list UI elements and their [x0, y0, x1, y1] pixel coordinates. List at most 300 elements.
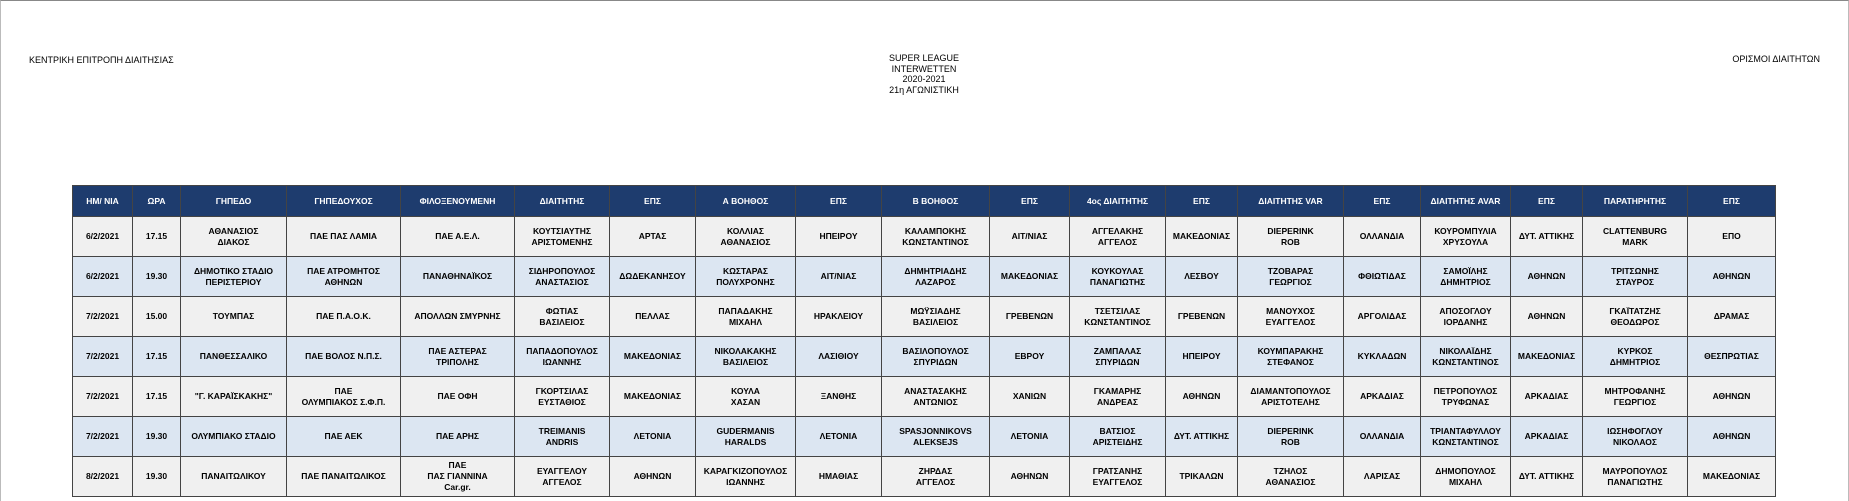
table-cell	[133, 257, 181, 297]
cell-text: 17.15	[145, 391, 168, 401]
cell-text: ΠΑΕ Α.Ε.Λ.	[435, 231, 480, 241]
table-cell	[1238, 297, 1344, 337]
table-cell	[796, 457, 882, 497]
cell-text: ΚΟΥΤΣΙΑΥΤΗΣ	[533, 225, 591, 236]
cell-text: ΠΑΕ ΑΡΗΣ	[435, 431, 480, 441]
table-row	[73, 257, 1776, 297]
cell-text: ΙΩΑΝΝΗΣ	[542, 356, 582, 367]
table-cell	[1238, 377, 1344, 417]
table-cell	[882, 377, 990, 417]
table-cell	[1344, 217, 1421, 257]
cell-text: ΜΑΚΕΔΟΝΙΑΣ	[623, 391, 682, 401]
cell-text: ΑΡΚΑΔΙΑΣ	[1524, 391, 1569, 401]
cell-text: CLATTENBURG	[1602, 225, 1668, 236]
cell-text: ΑΝΑΣΤΑΣΑΚΗΣ	[904, 385, 967, 396]
cell-text: ΒΑΤΣΙΟΣ	[1099, 425, 1136, 436]
cell-text: 7/2/2021	[85, 391, 120, 401]
table-cell	[1511, 217, 1583, 257]
cell-text: ΓΕΩΡΓΙΟΣ	[1613, 396, 1657, 407]
league-name: SUPER LEAGUE	[888, 53, 960, 63]
table-cell	[1688, 257, 1776, 297]
table-cell	[990, 417, 1070, 457]
column-header: ΕΠΣ	[1688, 186, 1776, 217]
cell-text: ΜΑΚΕΔΟΝΙΑΣ	[1517, 351, 1576, 361]
cell-text: ΜΑΝΟΥΧΟΣ	[1266, 305, 1315, 316]
cell-text: 19.30	[145, 471, 168, 481]
cell-text: ΔΙΑΜΑΝΤΟΠΟΥΛΟΣ	[1250, 385, 1331, 396]
cell-text: ΠΑΠΑΔΑΚΗΣ	[718, 305, 773, 316]
table-cell	[1070, 297, 1166, 337]
cell-text: ΚΩΝΣΤΑΝΤΙΝΟΣ	[1432, 436, 1499, 447]
table-cell	[287, 377, 401, 417]
table-cell	[515, 297, 610, 337]
table-row	[73, 217, 1776, 257]
cell-text: ΔΗΜΗΤΡΙΑΔΗΣ	[904, 265, 967, 276]
cell-text: ΕΥΣΤΑΘΙΟΣ	[538, 396, 586, 407]
cell-text: ΠΑΝΑΙΤΩΛΙΚΟΥ	[201, 471, 266, 481]
table-cell	[696, 257, 796, 297]
table-cell	[1070, 457, 1166, 497]
cell-text: ΠΑΕ	[448, 460, 467, 470]
cell-text: ΚΩΝΣΤΑΝΤΙΝΟΣ	[1432, 356, 1499, 367]
table-cell	[1421, 457, 1511, 497]
table-cell	[990, 257, 1070, 297]
cell-text: ΕΥΑΓΓΕΛΟΣ	[1092, 476, 1143, 487]
cell-text: ΚΟΥΛΑ	[731, 385, 760, 396]
cell-text: ΑΘΗΝΩΝ	[1527, 311, 1566, 321]
cell-text: ΔΥΤ. ΑΤΤΙΚΗΣ	[1518, 471, 1575, 481]
cell-text: ΙΟΡΔΑΝΗΣ	[1443, 316, 1488, 327]
table-cell	[133, 377, 181, 417]
cell-text: ΔΗΜΟΤΙΚΟ ΣΤΑΔΙΟ	[193, 265, 274, 276]
cell-text: ΚΟΛΛΙΑΣ	[726, 225, 765, 236]
table-cell	[133, 457, 181, 497]
cell-text: ΑΡΙΣΤΟΤΕΛΗΣ	[1261, 396, 1320, 407]
cell-text: ΠΑΝΑΓΙΩΤΗΣ	[1089, 276, 1146, 287]
table-cell	[287, 257, 401, 297]
column-header: ΠΑΡΑΤΗΡΗΤΗΣ	[1583, 186, 1688, 217]
table-cell	[696, 337, 796, 377]
cell-text: ΔΗΜΗΤΡΙΟΣ	[1609, 356, 1661, 367]
table-row	[73, 417, 1776, 457]
cell-text: ΔΥΤ. ΑΤΤΙΚΗΣ	[1173, 431, 1230, 441]
table-cell	[133, 417, 181, 457]
cell-text: ΛΑΣΙΘΙΟΥ	[818, 351, 859, 361]
cell-text: ΚΩΝΣΤΑΝΤΙΝΟΣ	[1084, 316, 1151, 327]
table-cell	[1421, 417, 1511, 457]
cell-text: ΑΡΙΣΤΕΙΔΗΣ	[1092, 436, 1143, 447]
cell-text: ΠΕΤΡΟΠΟΥΛΟΣ	[1433, 385, 1498, 396]
cell-text: ΜΗΤΡΟΦΑΝΗΣ	[1604, 385, 1666, 396]
cell-text: 6/2/2021	[85, 231, 120, 241]
season: 2020-2021	[902, 74, 946, 84]
cell-text: ΑΙΤ/ΝΙΑΣ	[820, 271, 857, 281]
cell-text: ΔΩΔΕΚΑΝΗΣΟΥ	[619, 271, 686, 281]
cell-text: ΧΑΝΙΩΝ	[1012, 391, 1047, 401]
cell-text: ΜΩΫΣΙΑΔΗΣ	[910, 305, 961, 316]
cell-text: ΗΠΕΙΡΟΥ	[1182, 351, 1221, 361]
table-cell	[882, 297, 990, 337]
table-cell	[515, 417, 610, 457]
cell-text: ΠΑΝΘΕΣΣΑΛΙΚΟ	[199, 351, 268, 361]
cell-text: ΜΑΥΡΟΠΟΥΛΟΣ	[1602, 465, 1668, 476]
column-header: Β ΒΟΗΘΟΣ	[882, 186, 990, 217]
table-cell	[990, 297, 1070, 337]
cell-text: ΚΥΡΚΟΣ	[1617, 345, 1653, 356]
cell-text: ΙΩΑΝΝΗΣ	[726, 476, 765, 487]
cell-text: ΞΑΝΘΗΣ	[820, 391, 857, 401]
table-cell	[401, 257, 515, 297]
table-cell	[882, 417, 990, 457]
table-cell	[287, 457, 401, 497]
cell-text: ΚΥΚΛΑΔΩΝ	[1357, 351, 1407, 361]
cell-text: DIEPERINK	[1267, 425, 1314, 436]
table-row	[73, 297, 1776, 337]
cell-text: ΓΚΑΪΤΑΤΖΗΣ	[1609, 305, 1661, 316]
cell-text: ΤΖΗΛΟΣ	[1273, 465, 1308, 476]
league-title-block	[824, 53, 1024, 95]
cell-text: ΜΑΚΕΔΟΝΙΑΣ	[1000, 271, 1059, 281]
cell-text: ΠΕΡΙΣΤΕΡΙΟΥ	[205, 276, 262, 287]
table-cell	[1511, 457, 1583, 497]
cell-text: "Γ. ΚΑΡΑΪΣΚΑΚΗΣ"	[194, 391, 273, 401]
cell-text: DIEPERINK	[1267, 225, 1314, 236]
cell-text: ΑΘΗΝΩΝ	[1527, 271, 1566, 281]
table-cell	[796, 257, 882, 297]
cell-text: MARK	[1622, 236, 1648, 247]
cell-text: ΧΡΥΣΟΥΛΑ	[1442, 236, 1489, 247]
cell-text: ΑΘΗΝΩΝ	[1712, 431, 1751, 441]
table-cell	[287, 297, 401, 337]
cell-text: ΚΟΥΚΟΥΛΑΣ	[1091, 265, 1144, 276]
cell-text: ANDRIS	[545, 436, 579, 447]
cell-text: ΛΕΤΟΝΙΑ	[1010, 431, 1049, 441]
cell-text: ΛΕΤΟΝΙΑ	[819, 431, 858, 441]
column-header: ΕΠΣ	[796, 186, 882, 217]
cell-text: HARALDS	[724, 436, 767, 447]
table-cell	[1166, 257, 1238, 297]
cell-text: ROB	[1281, 236, 1300, 247]
cell-text: ROB	[1281, 436, 1300, 447]
cell-text: ΓΡΕΒΕΝΩΝ	[1005, 311, 1054, 321]
cell-text: ΕΥΑΓΓΕΛΟΥ	[536, 465, 588, 476]
cell-text: ALEKSEJS	[913, 436, 958, 447]
table-cell	[401, 417, 515, 457]
table-cell	[796, 217, 882, 257]
table-cell	[1583, 417, 1688, 457]
cell-text: ΜΙΧΑΗΛ	[1448, 476, 1483, 487]
cell-text: SPASJONNIKOVS	[899, 425, 972, 436]
cell-text: ΜΙΧΑΗΛ	[728, 316, 763, 327]
cell-text: ΣΙΔΗΡΟΠΟΥΛΟΣ	[528, 265, 596, 276]
table-cell	[796, 377, 882, 417]
table-cell	[133, 217, 181, 257]
cell-text: ΑΘΗΝΩΝ	[324, 276, 363, 287]
cell-text: ΒΑΣΙΛΕΙΟΣ	[912, 316, 959, 327]
table-cell	[1421, 257, 1511, 297]
table-cell	[73, 297, 133, 337]
cell-text: ΧΑΣΑΝ	[730, 396, 761, 407]
cell-text: ΚΩΣΤΑΡΑΣ	[722, 265, 769, 276]
table-cell	[401, 457, 515, 497]
table-cell	[287, 217, 401, 257]
table-cell	[1070, 417, 1166, 457]
table-cell	[1688, 377, 1776, 417]
table-cell	[1166, 337, 1238, 377]
table-cell	[696, 457, 796, 497]
table-cell	[401, 217, 515, 257]
table-cell	[1421, 337, 1511, 377]
table-cell	[1583, 217, 1688, 257]
cell-text: ΓΡΕΒΕΝΩΝ	[1177, 311, 1226, 321]
cell-text: ΙΩΣΗΦΟΓΛΟΥ	[1607, 425, 1663, 436]
table-cell	[1070, 217, 1166, 257]
cell-text: ΚΟΥΡΟΜΠΥΛΙΑ	[1434, 225, 1497, 236]
sponsor-name: INTERWETTEN	[891, 63, 957, 74]
table-cell	[73, 217, 133, 257]
table-cell	[515, 377, 610, 417]
table-cell	[515, 217, 610, 257]
cell-text: ΚΑΛΑΜΠΟΚΗΣ	[904, 225, 967, 236]
table-row	[73, 337, 1776, 377]
column-header: ΓΗΠΕΔΟ	[181, 186, 287, 217]
table-cell	[1688, 217, 1776, 257]
document-title: ΟΡΙΣΜΟΙ ΔΙΑΙΤΗΤΩΝ	[1732, 54, 1820, 64]
table-cell	[181, 417, 287, 457]
column-header: ΗΜ/ ΝΙΑ	[73, 186, 133, 217]
cell-text: ΤΡΥΦΩΝΑΣ	[1441, 396, 1490, 407]
cell-text: ΠΑΕ ΟΦΗ	[437, 391, 478, 401]
cell-text: ΛΕΤΟΝΙΑ	[633, 431, 672, 441]
cell-text: ΟΛΥΜΠΙΑΚΟΣ Σ.Φ.Π.	[301, 396, 386, 407]
table-cell	[1070, 257, 1166, 297]
cell-text: ΓΚΑΜΑΡΗΣ	[1093, 385, 1142, 396]
cell-text: 19.30	[145, 271, 168, 281]
cell-text: ΤΡΙΤΣΩΝΗΣ	[1611, 265, 1659, 276]
cell-text: ΑΡΚΑΔΙΑΣ	[1360, 391, 1404, 401]
cell-text: ΦΩΤΙΑΣ	[545, 305, 579, 316]
table-cell	[401, 377, 515, 417]
cell-text: ΘΕΣΠΡΩΤΙΑΣ	[1704, 351, 1759, 361]
table-cell	[1511, 417, 1583, 457]
table-cell	[610, 377, 696, 417]
table-cell	[133, 297, 181, 337]
table-cell	[181, 297, 287, 337]
table-row	[73, 457, 1776, 497]
table-cell	[1070, 337, 1166, 377]
table-cell	[990, 337, 1070, 377]
cell-text: ΑΘΗΝΩΝ	[1712, 271, 1751, 281]
cell-text: TREIMANIS	[538, 425, 586, 436]
cell-text: ΛΑΡΙΣΑΣ	[1363, 471, 1401, 481]
cell-text: ΠΑΝΑΓΙΩΤΗΣ	[1607, 476, 1663, 487]
cell-text: ΔΗΜΗΤΡΙΟΣ	[1440, 276, 1491, 287]
cell-text: ΑΓΓΕΛΟΣ	[1097, 236, 1138, 247]
table-cell	[610, 217, 696, 257]
cell-text: ΑΘΗΝΩΝ	[1010, 471, 1049, 481]
cell-text: ΚΑΡΑΓΚΙΖΟΠΟΥΛΟΣ	[703, 465, 788, 476]
table-cell	[1688, 297, 1776, 337]
cell-text: ΣΤΕΦΑΝΟΣ	[1267, 356, 1314, 367]
cell-text: ΑΝΑΣΤΑΣΙΟΣ	[535, 276, 589, 287]
table-cell	[1583, 377, 1688, 417]
column-header: 4ος ΔΙΑΙΤΗΤΗΣ	[1070, 186, 1166, 217]
cell-text: ΑΓΓΕΛΑΚΗΣ	[1091, 225, 1144, 236]
cell-text: ΟΛΛΑΝΔΙΑ	[1359, 431, 1405, 441]
cell-text: 19.30	[145, 431, 168, 441]
cell-text: ΑΡΚΑΔΙΑΣ	[1524, 431, 1569, 441]
table-cell	[1344, 417, 1421, 457]
cell-text: GUDERMANIS	[716, 425, 775, 436]
table-cell	[1583, 457, 1688, 497]
table-cell	[1344, 337, 1421, 377]
cell-text: ΠΑΕ ΠΑΝΑΙΤΩΛΙΚΟΣ	[301, 471, 386, 481]
cell-text: ΑΘΑΝΑΣΙΟΣ	[1265, 476, 1316, 487]
column-header: Α ΒΟΗΘΟΣ	[696, 186, 796, 217]
column-header: ΩΡΑ	[133, 186, 181, 217]
cell-text: ΓΚΟΡΤΣΙΛΑΣ	[535, 385, 589, 396]
cell-text: ΘΕΟΔΩΡΟΣ	[1610, 316, 1660, 327]
cell-text: ΑΘΗΝΩΝ	[1182, 391, 1221, 401]
table-cell	[1238, 417, 1344, 457]
cell-text: ΤΟΥΜΠΑΣ	[212, 311, 255, 321]
table-cell	[1688, 457, 1776, 497]
cell-text: Car.gr.	[444, 482, 471, 492]
cell-text: ΑΓΓΕΛΟΣ	[542, 476, 582, 487]
table-cell	[401, 297, 515, 337]
cell-text: ΔΡΑΜΑΣ	[1713, 311, 1750, 321]
table-cell	[1344, 457, 1421, 497]
cell-text: ΑΙΤ/ΝΙΑΣ	[1011, 231, 1048, 241]
table-cell	[796, 417, 882, 457]
cell-text: ΠΑΕ ΠΑΣ ΛΑΜΙΑ	[309, 231, 378, 241]
cell-text: ΤΣΕΤΣΙΛΑΣ	[1094, 305, 1141, 316]
cell-text: 17.15	[145, 231, 168, 241]
cell-text: ΔΥΤ. ΑΤΤΙΚΗΣ	[1518, 231, 1575, 241]
table-cell	[287, 337, 401, 377]
table-row	[73, 377, 1776, 417]
table-cell	[1583, 297, 1688, 337]
column-header: ΕΠΣ	[1344, 186, 1421, 217]
table-cell	[1344, 257, 1421, 297]
cell-text: 8/2/2021	[85, 471, 120, 481]
cell-text: ΜΑΚΕΔΟΝΙΑΣ	[1702, 471, 1761, 481]
table-cell	[882, 217, 990, 257]
cell-text: ΑΘΑΝΑΣΙΟΣ	[208, 225, 259, 236]
table-cell	[181, 217, 287, 257]
cell-text: ΕΒΡΟΥ	[1014, 351, 1045, 361]
cell-text: ΣΠΥΡΙΔΩΝ	[913, 356, 958, 367]
referee-assignments-table	[72, 185, 1776, 497]
cell-text: ΕΠΟ	[1722, 231, 1741, 241]
cell-text: ΟΛΛΑΝΔΙΑ	[1359, 231, 1405, 241]
cell-text: ΖΑΜΠΑΛΑΣ	[1093, 345, 1142, 356]
table-cell	[1166, 457, 1238, 497]
cell-text: ΣΤΑΥΡΟΣ	[1615, 276, 1655, 287]
cell-text: ΑΝΔΡΕΑΣ	[1097, 396, 1138, 407]
cell-text: ΓΡΑΤΣΑΝΗΣ	[1092, 465, 1143, 476]
cell-text: ΑΠΟΛΛΩΝ ΣΜΥΡΝΗΣ	[414, 311, 501, 321]
cell-text: ΤΖΟΒΑΡΑΣ	[1267, 265, 1314, 276]
table-cell	[610, 297, 696, 337]
table-cell	[401, 337, 515, 377]
cell-text: ΕΥΑΓΓΕΛΟΣ	[1265, 316, 1316, 327]
column-header: ΕΠΣ	[610, 186, 696, 217]
table-cell	[610, 417, 696, 457]
table-cell	[610, 257, 696, 297]
cell-text: ΠΑΣ ΓΙΑΝΝΙΝΑ	[427, 471, 488, 481]
table-cell	[882, 337, 990, 377]
cell-text: 17.15	[145, 351, 168, 361]
cell-text: ΗΜΑΘΙΑΣ	[818, 471, 859, 481]
table-cell	[1238, 457, 1344, 497]
table-cell	[1238, 337, 1344, 377]
cell-text: ΤΡΙΑΝΤΑΦΥΛΛΟΥ	[1430, 425, 1501, 436]
table-cell	[287, 417, 401, 457]
table-header-row	[73, 186, 1776, 217]
cell-text: ΔΙΑΚΟΣ	[217, 236, 250, 247]
cell-text: ΒΑΣΙΛΕΙΟΣ	[539, 316, 585, 327]
table-cell	[133, 337, 181, 377]
table-cell	[1688, 337, 1776, 377]
cell-text: ΑΘΗΝΩΝ	[633, 471, 672, 481]
table-cell	[73, 457, 133, 497]
table-cell	[181, 337, 287, 377]
cell-text: ΑΓΓΕΛΟΣ	[915, 476, 956, 487]
cell-text: ΠΕΛΛΑΣ	[635, 311, 670, 321]
cell-text: ΦΘΙΩΤΙΔΑΣ	[1358, 271, 1406, 281]
table-cell	[1511, 297, 1583, 337]
cell-text: ΒΑΣΙΛΕΙΟΣ	[722, 356, 769, 367]
cell-text: ΑΡΙΣΤΟΜΕΝΗΣ	[531, 236, 593, 247]
table-cell	[990, 377, 1070, 417]
cell-text: ΟΛΥΜΠΙΑΚΟ ΣΤΑΔΙΟ	[191, 431, 276, 441]
cell-text: ΓΕΩΡΓΙΟΣ	[1269, 276, 1312, 287]
cell-text: ΜΑΚΕΔΟΝΙΑΣ	[623, 351, 682, 361]
cell-text: 15.00	[145, 311, 168, 321]
table-cell	[1166, 297, 1238, 337]
table-cell	[515, 337, 610, 377]
table-cell	[1238, 257, 1344, 297]
table-cell	[1344, 377, 1421, 417]
table-cell	[1166, 417, 1238, 457]
cell-text: ΤΡΙΠΟΛΗΣ	[436, 356, 479, 367]
cell-text: ΖΗΡΔΑΣ	[918, 465, 953, 476]
table-cell	[610, 457, 696, 497]
cell-text: ΛΑΖΑΡΟΣ	[915, 276, 956, 287]
table-cell	[990, 457, 1070, 497]
cell-text: ΝΙΚΟΛΑΟΣ	[1613, 436, 1657, 447]
table-cell	[73, 337, 133, 377]
column-header: ΔΙΑΙΤΗΤΗΣ	[515, 186, 610, 217]
cell-text: ΑΡΓΟΛΙΔΑΣ	[1357, 311, 1407, 321]
table-cell	[1344, 297, 1421, 337]
cell-text: ΠΑΕ ΑΤΡΟΜΗΤΟΣ	[307, 265, 380, 276]
column-header: ΕΠΣ	[1511, 186, 1583, 217]
cell-text: ΑΘΗΝΩΝ	[1712, 391, 1751, 401]
cell-text: ΤΡΙΚΑΛΩΝ	[1179, 471, 1224, 481]
column-header: ΕΠΣ	[1166, 186, 1238, 217]
cell-text: ΝΙΚΟΛΑΪΔΗΣ	[1439, 345, 1492, 356]
table-cell	[1688, 417, 1776, 457]
table-cell	[181, 457, 287, 497]
cell-text: ΒΑΣΙΛΟΠΟΥΛΟΣ	[902, 345, 969, 356]
cell-text: ΚΩΝΣΤΑΝΤΙΝΟΣ	[902, 236, 969, 247]
committee-title: ΚΕΝΤΡΙΚΗ ΕΠΙΤΡΟΠΗ ΔΙΑΙΤΗΣΙΑΣ	[29, 55, 174, 65]
cell-text: ΣΑΜΟΪΛΗΣ	[1443, 265, 1488, 276]
cell-text: ΜΑΚΕΔΟΝΙΑΣ	[1172, 231, 1231, 241]
cell-text: ΑΠΟΣΟΓΛΟΥ	[1439, 305, 1492, 316]
